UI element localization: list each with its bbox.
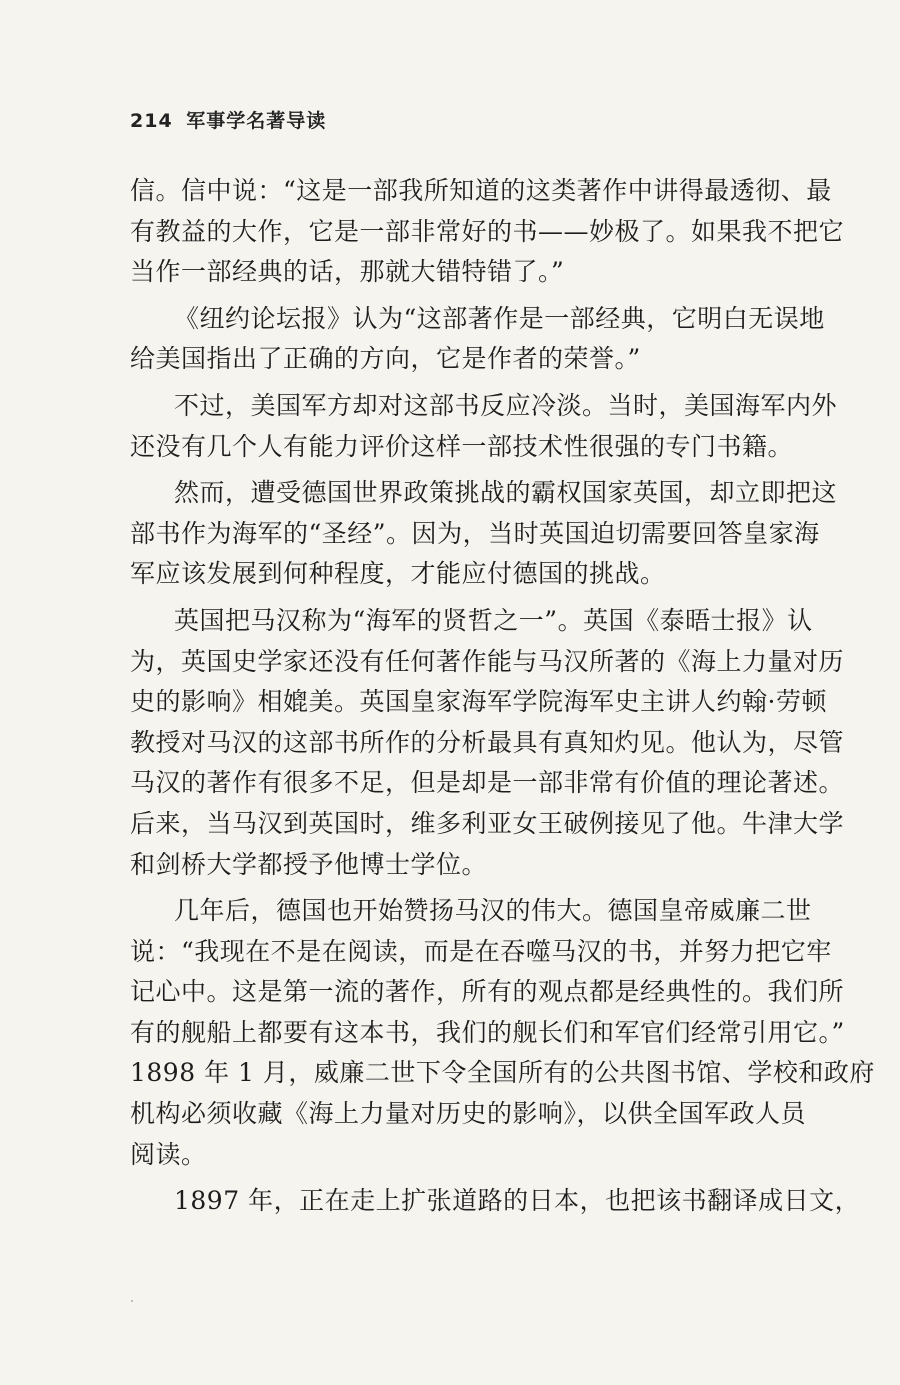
paragraph	[130, 386, 838, 467]
text-line: 和剑桥大学都授予他博士学位。	[130, 849, 488, 879]
text-line: 史的影响》相媲美。英国皇家海军学院海军史主讲人约翰·劳顿	[130, 687, 827, 717]
text-line: 机构必须收藏《海上力量对历史的影响》，以供全国军政人员	[130, 1099, 807, 1129]
text-line: 马汉的著作有很多不足，但是却是一部非常有价值的理论著述。	[130, 768, 845, 798]
text-line: 英国把马汉称为“海军的贤哲之一”。英国《泰晤士报》认	[174, 605, 813, 635]
paragraph	[130, 473, 838, 595]
paragraph	[130, 299, 825, 380]
text-line: 教授对马汉的这部书所作的分析最具有真知灼见。他认为，尽管	[130, 727, 845, 757]
text-line: 后来，当马汉到英国时，维多利亚女王破例接见了他。牛津大学	[130, 808, 845, 838]
text-line: 然而，遭受德国世界政策挑战的霸权国家英国，却立即把这	[174, 478, 838, 508]
body-text	[130, 171, 875, 1222]
text-line: 给美国指出了正确的方向，它是作者的荣誉。”	[130, 344, 641, 374]
book-title: 军事学名著导读	[186, 110, 327, 132]
text-line: 1897 年，正在走上扩张道路的日本，也把该书翻译成日文，	[174, 1186, 861, 1216]
text-line: 部书作为海军的“圣经”。因为，当时英国迫切需要回答皇家海	[130, 518, 820, 548]
running-header	[130, 106, 326, 133]
text-line: 记心中。这是第一流的著作，所有的观点都是经典性的。我们所	[130, 977, 845, 1007]
paragraph	[130, 1181, 861, 1222]
text-line: 有的舰船上都要有这本书，我们的舰长们和军官们经常引用它。”	[130, 1017, 845, 1047]
text-line: 《纽约论坛报》认为“这部著作是一部经典，它明白无误地	[174, 303, 825, 333]
text-line: 军应该发展到何种程度，才能应付德国的挑战。	[130, 559, 666, 589]
text-line: 为，英国史学家还没有任何著作能与马汉所著的《海上力量对历	[130, 646, 845, 676]
text-line: 有教益的大作，它是一部非常好的书——妙极了。如果我不把它	[130, 216, 845, 246]
page-number: 214	[130, 110, 173, 132]
text-line: 不过，美国军方却对这部书反应冷淡。当时，美国海军内外	[174, 390, 838, 420]
text-line: 几年后，德国也开始赞扬马汉的伟大。德国皇帝威廉二世	[174, 896, 812, 926]
text-line: 1898 年 1 月，威廉二世下令全国所有的公共图书馆、学校和政府	[130, 1058, 875, 1088]
text-line: 阅读。	[130, 1139, 207, 1169]
text-line: 信。信中说：“这是一部我所知道的这类著作中讲得最透彻、最	[130, 176, 832, 205]
margin-speck	[131, 1300, 133, 1302]
text-line: 当作一部经典的话，那就大错特错了。”	[130, 257, 565, 287]
paragraph	[130, 601, 845, 885]
paragraph	[130, 891, 875, 1175]
text-line: 还没有几个人有能力评价这样一部技术性很强的专门书籍。	[130, 431, 794, 461]
text-line: 说：“我现在不是在阅读，而是在吞噬马汉的书，并努力把它牢	[130, 936, 832, 966]
paragraph	[130, 171, 845, 293]
